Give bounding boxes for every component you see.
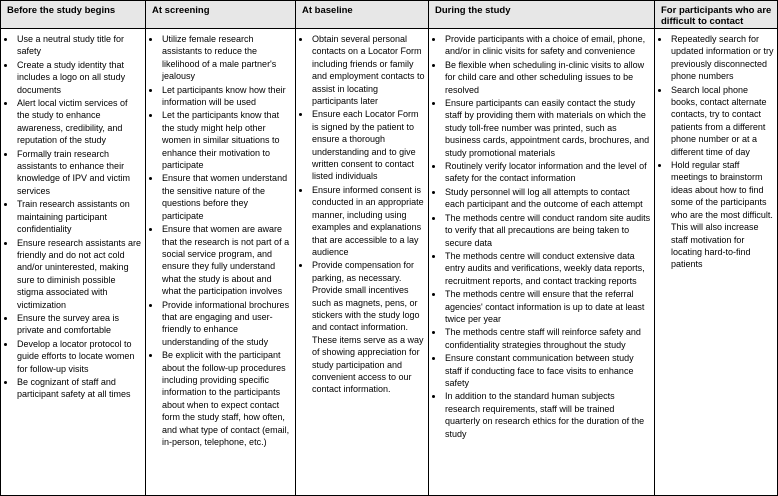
column-items — [431, 33, 651, 440]
table-column — [1, 1, 146, 495]
list-item: • Let the participants know that the study might help other women in similar situations to enhance their motivation to participate — [161, 109, 292, 171]
list-item: • Use a neutral study title for safety — [16, 33, 142, 58]
list-item: • Ensure informed consent is conducted in an appropriate manner, including using examples and explanations that are accessible to a lay audience — [311, 184, 425, 258]
list-item: • The methods centre will ensure that the referral agencies' contact information is up to date at least twice per year — [444, 288, 651, 325]
list-item: • The methods centre staff will reinforce safety and confidentiality strategies throughout the study — [444, 326, 651, 351]
list-item: • Obtain several personal contacts on a Locator Form including friends or family and employment contacts to assist in locating participants later — [311, 33, 425, 107]
list-item: • Be explicit with the participant about the follow-up procedures including providing specific information to the participants about when to expect contact form the study staff, how often, and what type of contact (email, in-person, telephone, etc.) — [161, 349, 292, 448]
column-body — [429, 29, 654, 495]
list-item: • Ensure that women are aware that the research is not part of a social service program, and ensure they fully understand what the study is about and what the participation involves — [161, 223, 292, 297]
column-body — [296, 29, 428, 495]
column-items — [298, 33, 425, 396]
list-item: • Be cognizant of staff and participant safety at all times — [16, 376, 142, 401]
list-item: • Study personnel will log all attempts to contact each participant and the outcome of each attempt — [444, 186, 651, 211]
column-body — [146, 29, 295, 495]
list-item: • Let participants know how their information will be used — [161, 84, 292, 109]
list-item: • Develop a locator protocol to guide efforts to locate women for follow-up visits — [16, 338, 142, 375]
list-item: • The methods centre will conduct extensive data entry audits and verifications, weekly data reports, recruitment reports, and contact tracking reports — [444, 250, 651, 287]
list-item: • The methods centre will conduct random site audits to verify that all precautions are being taken to secure data — [444, 212, 651, 249]
table-column — [146, 1, 296, 495]
list-item: • Ensure participants can easily contact the study staff by providing them with materials on which the study toll-free number was printed, such as business cards, appointment cards, brochures, and study promotional materials — [444, 97, 651, 159]
list-item: • Create a study identity that includes a logo on all study documents — [16, 59, 142, 96]
list-item: • Train research assistants on maintaining participant confidentiality — [16, 198, 142, 235]
list-item: • Hold regular staff meetings to brainstorm ideas about how to find some of the participants who are the most difficult. This will also increase staff motivation for locating hard-to-find patients — [670, 159, 774, 271]
column-header: At baseline — [296, 1, 428, 29]
list-item: • Routinely verify locator information and the level of safety for the contact information — [444, 160, 651, 185]
list-item: • Ensure research assistants are friendly and do not act cold and/or uninterested, making sure to diminish possible stigma associated with victimization — [16, 237, 142, 311]
list-item: • Search local phone books, contact alternate contacts, try to contact patients from a different phone number or at a different time of day — [670, 84, 774, 158]
column-items — [3, 33, 142, 401]
column-body — [655, 29, 777, 495]
table-column — [296, 1, 429, 495]
column-body — [1, 29, 145, 495]
column-items — [148, 33, 292, 448]
table-column — [655, 1, 777, 495]
list-item: • Ensure that women understand the sensitive nature of the questions before they participate — [161, 172, 292, 222]
list-item: • Ensure the survey area is private and comfortable — [16, 312, 142, 337]
list-item: • In addition to the standard human subjects research requirements, staff will be trained quarterly on research ethics for the duration of the study — [444, 390, 651, 440]
list-item: • Ensure each Locator Form is signed by the patient to ensure a thorough understanding and to give written consent to contact listed individuals — [311, 108, 425, 182]
list-item: • Provide informational brochures that are engaging and user-friendly to enhance understanding of the study — [161, 299, 292, 349]
list-item: • Provide compensation for parking, as necessary. Provide small incentives such as magnets, pens, or stickers with the study logo and contact information. These items serve as a way of showing appreciation for study participation and convenient access to our contact information. — [311, 259, 425, 395]
list-item: • Be flexible when scheduling in-clinic visits to allow for child care and other scheduling issues to be resolved — [444, 59, 651, 96]
column-items — [657, 33, 774, 271]
list-item: • Repeatedly search for updated information or try previously disconnected phone numbers — [670, 33, 774, 83]
list-item: • Formally train research assistants to enhance their knowledge of IPV and victim services — [16, 148, 142, 198]
table-column — [429, 1, 655, 495]
column-header: For participants who are difficult to contact — [655, 1, 777, 29]
column-header: At screening — [146, 1, 295, 29]
list-item: • Provide participants with a choice of email, phone, and/or in clinic visits for safety and convenience — [444, 33, 651, 58]
list-item: • Ensure constant communication between study staff if conducting face to face visits to enhance safety — [444, 352, 651, 389]
list-item: • Utilize female research assistants to reduce the likelihood of a male partner's jealousy — [161, 33, 292, 83]
column-header: Before the study begins — [1, 1, 145, 29]
list-item: • Alert local victim services of the study to enhance awareness, credibility, and reputation of the study — [16, 97, 142, 147]
column-header: During the study — [429, 1, 654, 29]
